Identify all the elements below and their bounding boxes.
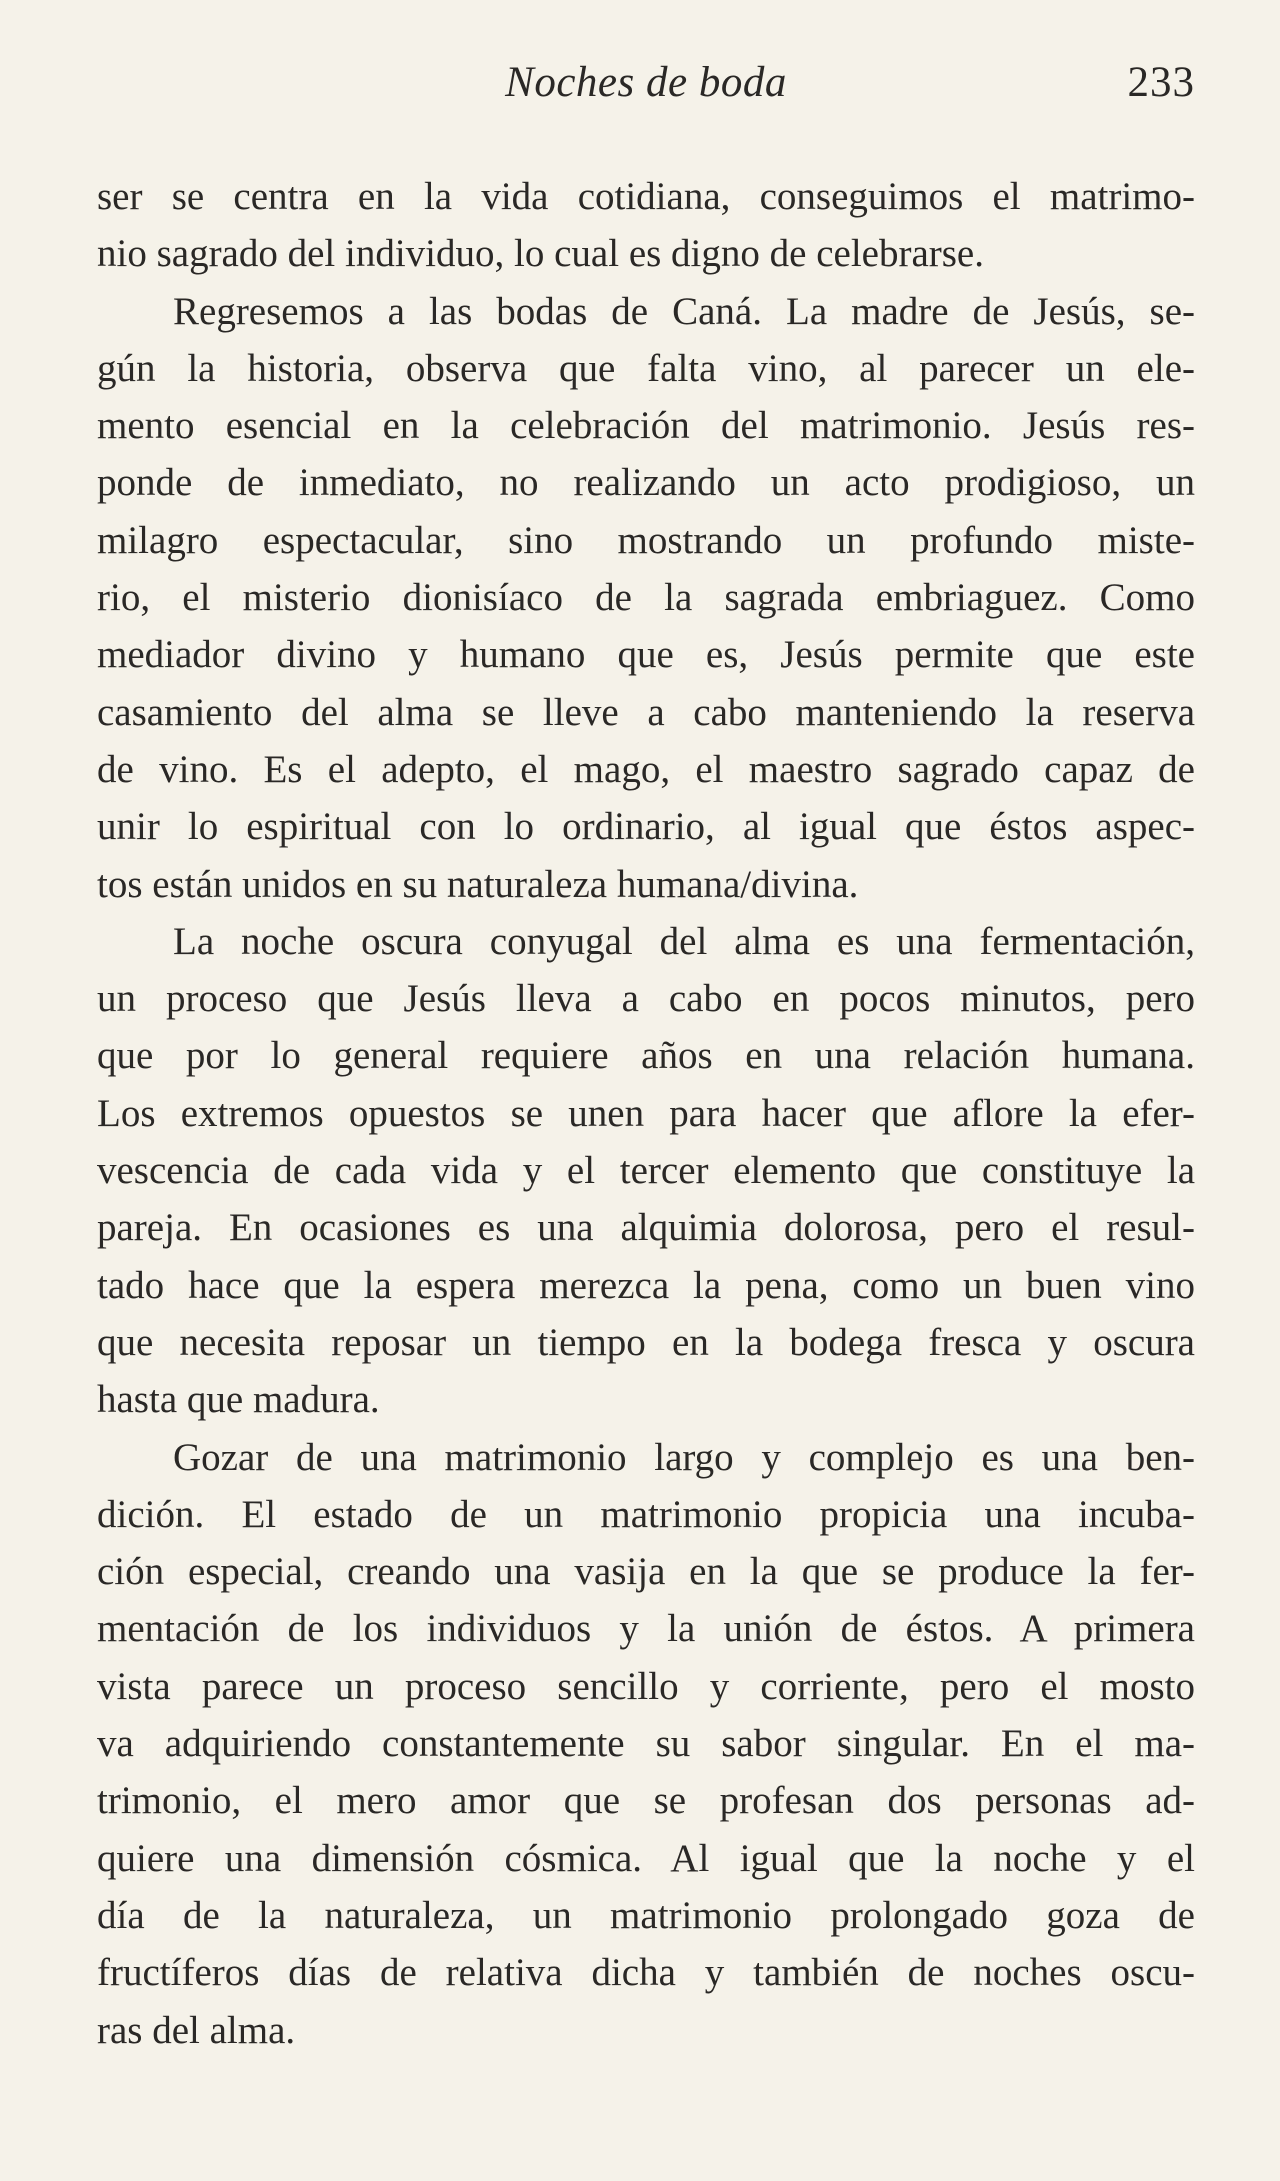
text-line: milagro espectacular, sino mostrando un profundo miste- (97, 518, 1195, 562)
text-line: de vino. Es el adepto, el mago, el maestro sagrado capaz de (97, 747, 1195, 791)
text-line: mento esencial en la celebración del matrimonio. Jesús res- (97, 404, 1195, 448)
paragraph (97, 283, 1195, 913)
text-line: vescencia de cada vida y el tercer elemento que constituye la (97, 1149, 1195, 1193)
text-line: trimonio, el mero amor que se profesan dos personas ad- (97, 1779, 1195, 1823)
page-number: 233 (1127, 59, 1195, 106)
text-line: nio sagrado del individuo, lo cual es digno de celebrarse. (97, 232, 984, 276)
text-line: ponde de inmediato, no realizando un acto prodigioso, un (97, 461, 1195, 505)
text-line: vista parece un proceso sencillo y corriente, pero el mosto (97, 1664, 1195, 1708)
text-line: Gozar de una matrimonio largo y complejo es una ben- (173, 1435, 1195, 1479)
text-line: que necesita reposar un tiempo en la bodega fresca y oscura (97, 1320, 1195, 1364)
running-head (97, 58, 1195, 118)
text-line: ción especial, creando una vasija en la que se produce la fer- (97, 1550, 1195, 1594)
text-line: mediador divino y humano que es, Jesús permite que este (97, 633, 1195, 677)
text-line: día de la naturaleza, un matrimonio prolongado goza de (97, 1893, 1195, 1937)
text-line: que por lo general requiere años en una relación humana. (97, 1034, 1195, 1078)
paragraph (97, 168, 1195, 283)
text-line: fructíferos días de relativa dicha y también de noches oscu- (97, 1951, 1195, 1995)
body-text (97, 168, 1195, 2059)
text-line: tado hace que la espera merezca la pena, como un buen vino (97, 1263, 1195, 1307)
text-line: tos están unidos en su naturaleza humana/divina. (97, 862, 859, 906)
text-line: ras del alma. (97, 2008, 296, 2052)
text-line: rio, el misterio dionisíaco de la sagrada embriaguez. Como (97, 576, 1195, 620)
text-line: ser se centra en la vida cotidiana, conseguimos el matrimo- (97, 175, 1195, 218)
text-line: hasta que madura. (97, 1378, 380, 1422)
text-line: gún la historia, observa que falta vino, al parecer un ele- (97, 346, 1195, 390)
paragraph (97, 1429, 1195, 2059)
text-line: mentación de los individuos y la unión de éstos. A primera (97, 1607, 1195, 1651)
text-line: Los extremos opuestos se unen para hacer que aflore la efer- (97, 1091, 1195, 1135)
text-line: dición. El estado de un matrimonio propicia una incuba- (97, 1492, 1195, 1536)
paragraph (97, 913, 1195, 1429)
running-title: Noches de boda (505, 59, 787, 106)
text-line: casamiento del alma se lleve a cabo manteniendo la reserva (97, 690, 1195, 734)
text-line: unir lo espiritual con lo ordinario, al igual que éstos aspec- (97, 805, 1195, 849)
text-line: quiere una dimensión cósmica. Al igual que la noche y el (97, 1836, 1195, 1880)
text-line: Regresemos a las bodas de Caná. La madre de Jesús, se- (173, 289, 1195, 333)
text-line: un proceso que Jesús lleva a cabo en pocos minutos, pero (97, 977, 1195, 1021)
text-line: La noche oscura conyugal del alma es una fermentación, (173, 919, 1195, 963)
text-line: va adquiriendo constantemente su sabor singular. En el ma- (97, 1722, 1195, 1766)
text-line: pareja. En ocasiones es una alquimia dolorosa, pero el resul- (97, 1206, 1195, 1250)
